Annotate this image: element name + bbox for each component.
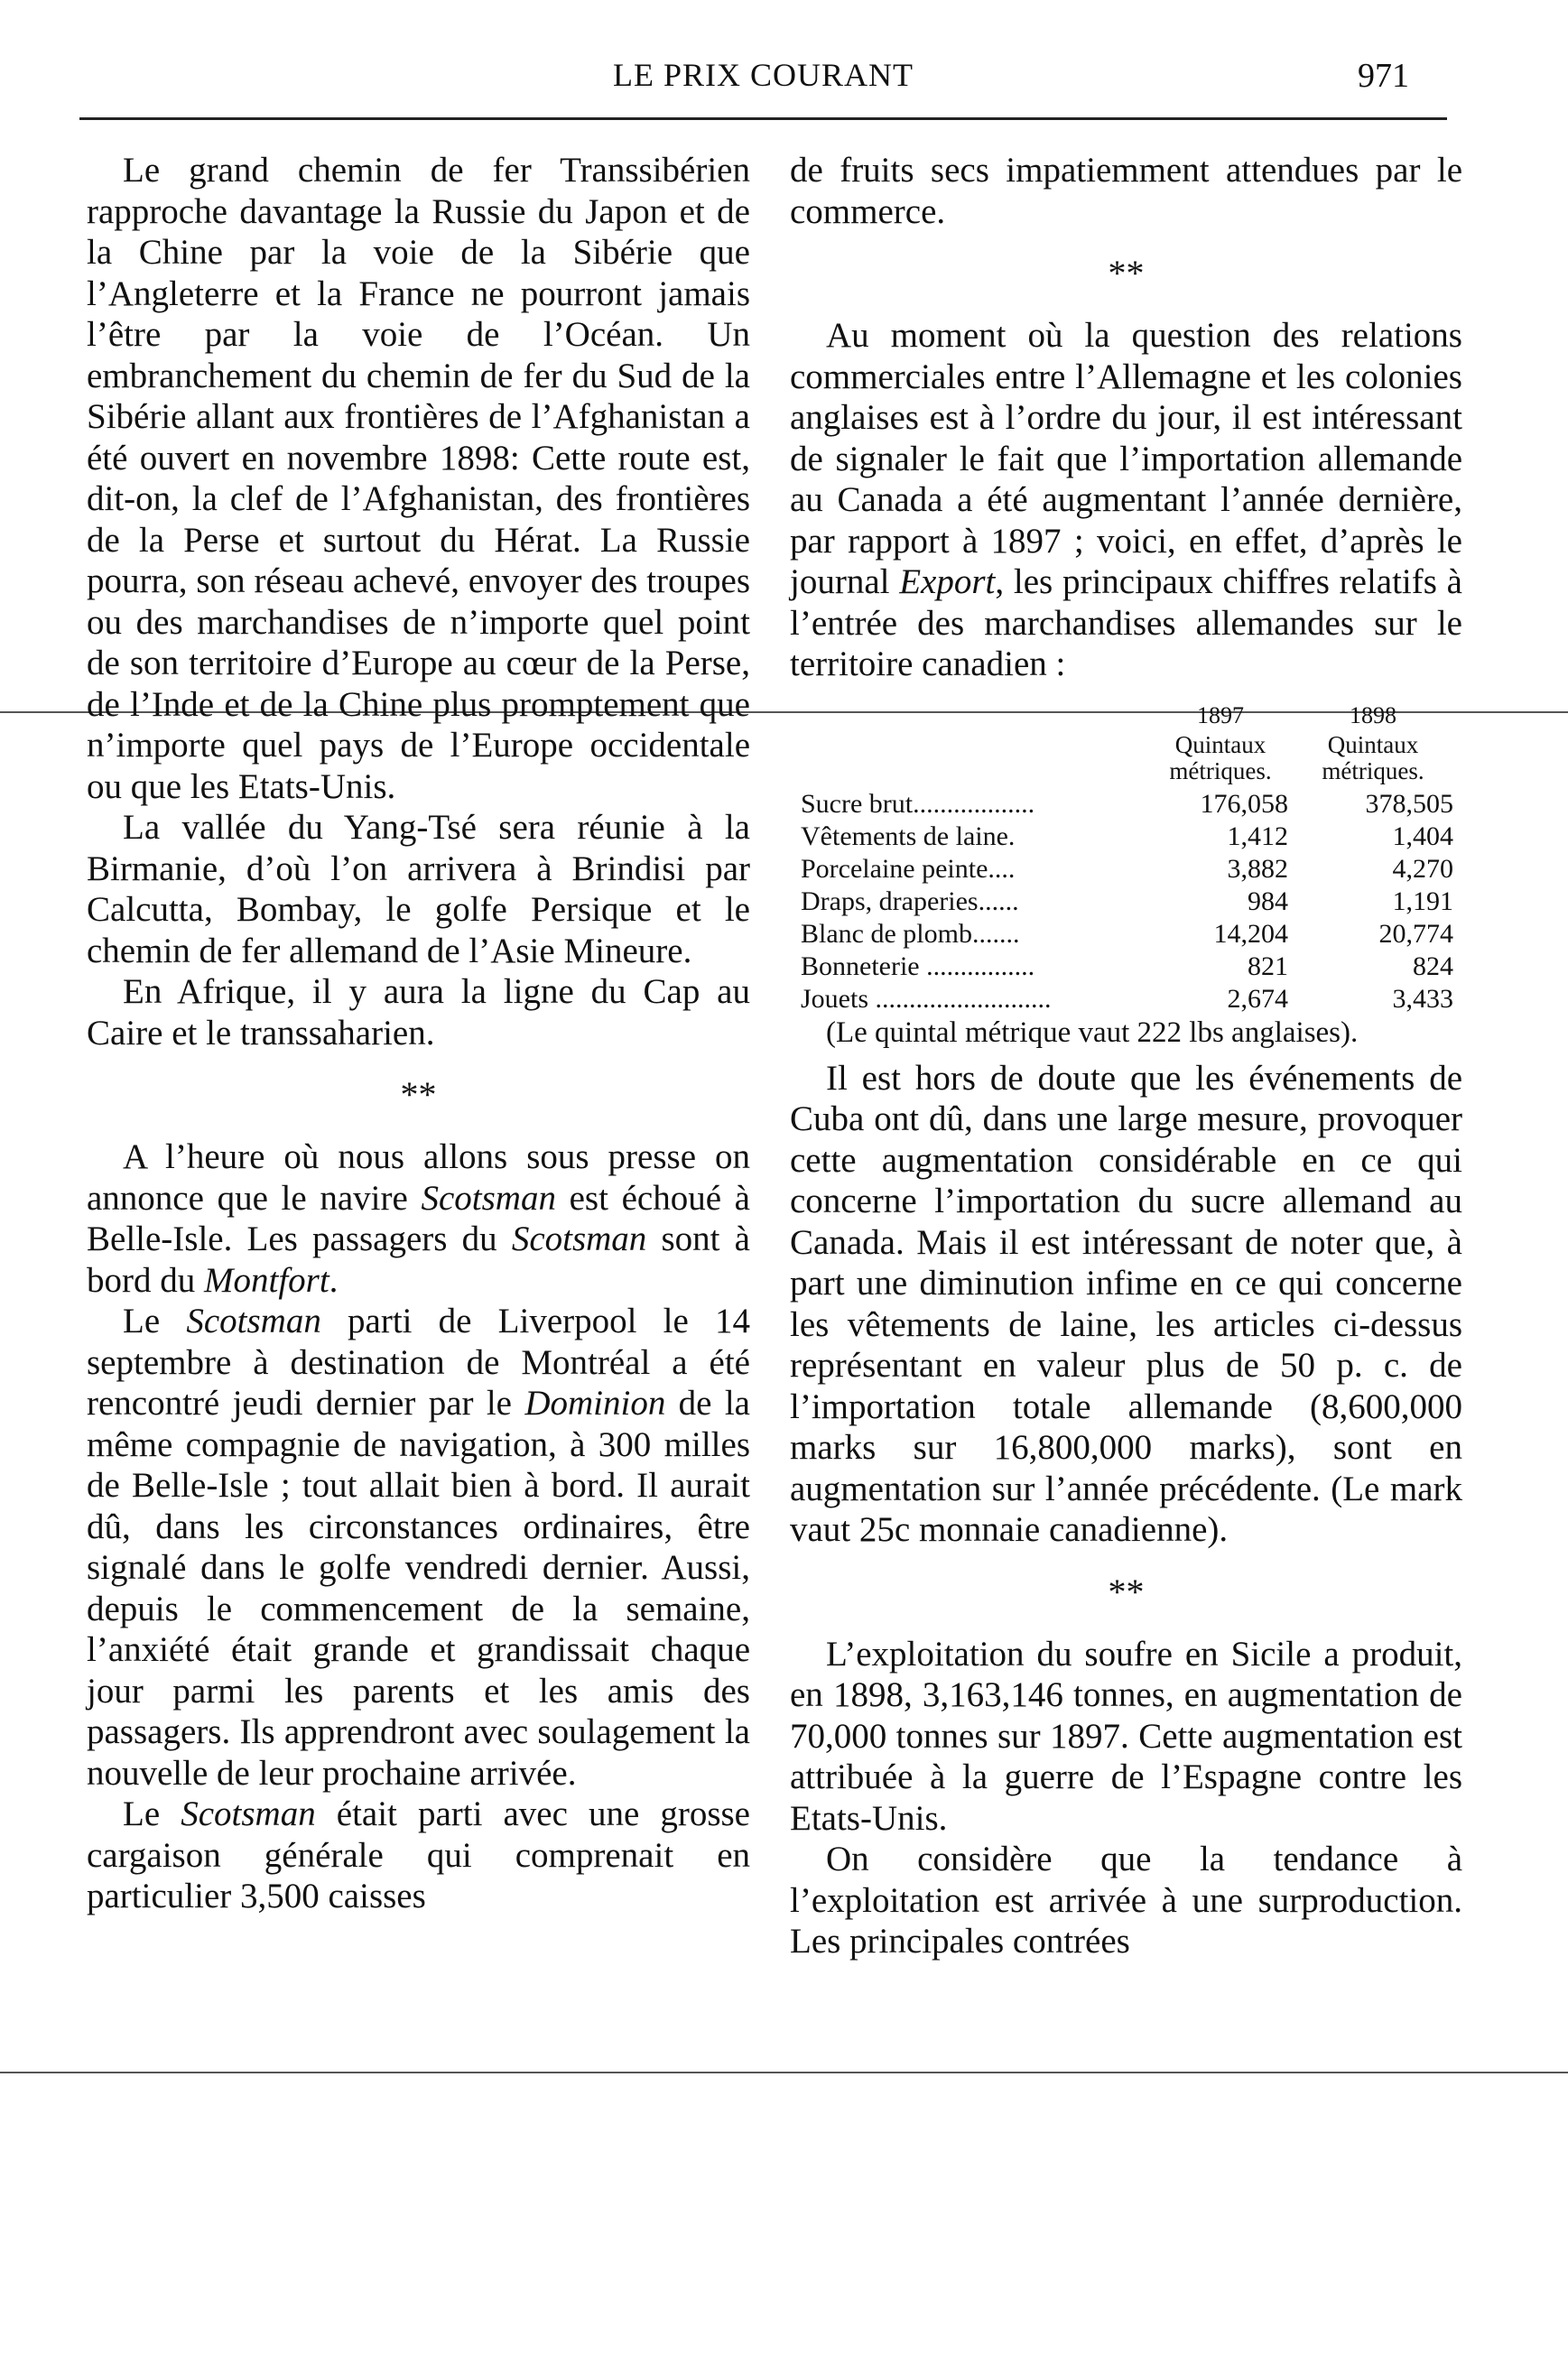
unit-1897: Quintaux métriques. (1169, 730, 1272, 784)
year-1897: 1897 (1197, 701, 1244, 728)
row-1898: 4,270 (1392, 853, 1453, 884)
paragraph-surproduction: On considère que la tendance à l’exploitation est arrivée à une surproduction. Les principales contrées (790, 1840, 1462, 1961)
row-1897: 2,674 (1227, 983, 1288, 1014)
table-unit-header (801, 732, 1460, 788)
section-separator: ** (1108, 253, 1145, 293)
row-1898: 20,774 (1378, 918, 1453, 949)
row-1898: 1,191 (1392, 886, 1453, 916)
table-row (801, 983, 1460, 1015)
crease-line-lower (0, 2072, 1568, 2073)
row-item: Blanc de plomb....... (801, 918, 1020, 949)
left-column (87, 150, 750, 1917)
paragraph-afrique: En Afrique, il y aura la ligne du Cap au Caire et le transsaharien. (87, 972, 750, 1053)
table-year-header (801, 700, 1460, 732)
section-separator: ** (1108, 1571, 1145, 1612)
row-1897: 176,058 (1200, 788, 1288, 819)
table-row (801, 821, 1460, 853)
running-header (79, 56, 1447, 110)
page-number: 971 (1358, 57, 1409, 95)
paragraph-yang-tse: La vallée du Yang-Tsé sera réunie à la Birmanie, d’où l’on arrivera à Brindisi par Calcutta, Bombay, le golfe Persique et le chemin de fer allemand de l’Asie Mineure. (87, 808, 750, 970)
paragraph-transsiberien: Le grand chemin de fer Transsibérien rapproche davantage la Russie du Japon et de la Chine par la voie de la Sibérie que l’Angleterre et la France ne pourront jamais l’être par la voie de l’Océan. Un embranchement du chemin de fer du Sud de la Sibérie allant aux frontières de l’Afghanistan a été ouvert en novembre 1898: Cette route est, dit-on, la clef de l’Afghanistan, des frontières de la Perse et surtout du Hérat. La Russie pourra, son réseau achevé, envoyer des troupes ou des marchandises de n’importe quel point de son territoire d’Europe au cœur de la Perse, de l’Inde et de la Chine plus promptement que n’importe quel pays de l’Europe occidentale ou que les Etats-Unis. (87, 151, 750, 806)
unit-1898: Quintaux métriques. (1322, 730, 1424, 784)
paragraph-fruits-secs: de fruits secs impatiemment attendues par le commerce. (790, 151, 1462, 231)
table-row (801, 886, 1460, 918)
row-1898: 378,505 (1365, 788, 1453, 819)
year-1898: 1898 (1350, 701, 1396, 728)
header-rule (79, 117, 1447, 120)
row-item: Bonneterie ................ (801, 951, 1035, 981)
row-1897: 1,412 (1227, 821, 1288, 851)
table-row (801, 788, 1460, 821)
paragraph-relations-commerciales: Au moment où la question des relations commerciales entre l’Allemagne et les colonies anglaises est à l’ordre du jour, il est intéressant de signaler le fait que l’importation allemande au Canada a été augmentant l’année dernière, par rapport à 1897 ; voici, en effet, d’après le journal Export, les principaux chiffres relatifs à l’entrée des marchandises allemandes sur le territoire canadien : (790, 316, 1462, 683)
right-column (790, 150, 1462, 1962)
row-1897: 14,204 (1213, 918, 1288, 949)
row-1898: 3,433 (1392, 983, 1453, 1014)
table-row (801, 951, 1460, 983)
import-table (801, 700, 1460, 1015)
row-item: Sucre brut.................. (801, 788, 1035, 819)
row-item: Porcelaine peinte.... (801, 853, 1016, 884)
row-1897: 984 (1248, 886, 1288, 916)
paragraph-soufre-sicile: L’exploitation du soufre en Sicile a produit, en 1898, 3,163,146 tonnes, en augmentation de 70,000 tonnes sur 1897. Cette augmentation est attribuée à la guerre de l’Espagne contre les Etats-Unis. (790, 1634, 1462, 1838)
table-row (801, 918, 1460, 951)
table-row (801, 853, 1460, 886)
row-item: Jouets .......................... (801, 983, 1052, 1014)
paragraph-scotsman-voyage: Le Scotsman parti de Liverpool le 14 septembre à destination de Montréal a été rencontré jeudi dernier par le Dominion de la même compagnie de navigation, à 300 milles de Belle-Isle ; tout allait bien à bord. Il aurait dû, dans les circonstances ordinaires, être signalé dans le golfe vendredi dernier. Aussi, depuis le commencement de la semaine, l’anxiété était grande et grandissait chaque jour parmi les parents et les amis des passagers. Ils apprendront avec soulagement la nouvelle de leur prochaine arrivée. (87, 1302, 750, 1793)
table-note: (Le quintal métrique vaut 222 lbs anglaises). (826, 1015, 1359, 1049)
section-separator: ** (400, 1074, 437, 1115)
row-1897: 821 (1248, 951, 1288, 981)
paragraph-evenements-cuba: Il est hors de doute que les événements de Cuba ont dû, dans une large mesure, provoquer cette augmentation considérable en ce qui concerne l’importation du sucre allemand au Canada. Mais il est intéressant de noter que, à part une diminution infime en ce qui concerne les vêtements de laine, les articles ci-dessus représentant en valeur plus de 50 p. c. de l’importation totale allemande (8,600,000 marks sur 16,800,000 marks), sont en augmentation sur l’année précédente. (Le mark vaut 25c monnaie canadienne). (790, 1058, 1462, 1549)
row-item: Draps, draperies...... (801, 886, 1019, 916)
row-1898: 824 (1413, 951, 1453, 981)
row-1897: 3,882 (1227, 853, 1288, 884)
journal-title: LE PRIX COURANT (612, 57, 914, 93)
row-1898: 1,404 (1392, 821, 1453, 851)
paragraph-scotsman-cargaison: Le Scotsman était parti avec une grosse cargaison générale qui comprenait en particulier 3,500 caisses (87, 1794, 750, 1915)
row-item: Vêtements de laine. (801, 821, 1016, 851)
paragraph-scotsman-echoue: A l’heure où nous allons sous presse on annonce que le navire Scotsman est échoué à Belle-Isle. Les passagers du Scotsman sont à bord du Montfort. (87, 1137, 750, 1300)
